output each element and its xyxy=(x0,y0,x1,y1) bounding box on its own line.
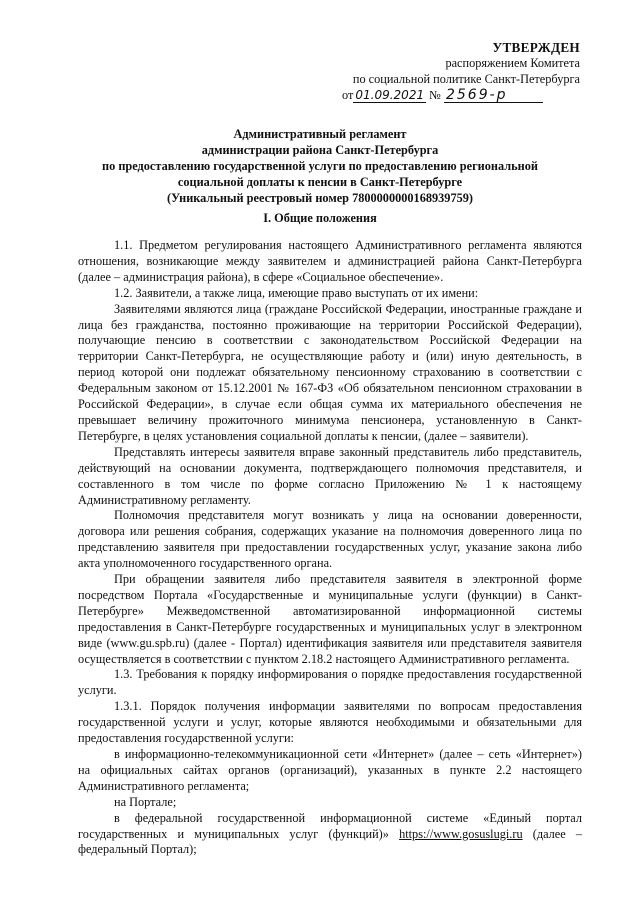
approval-number: 2569-р xyxy=(444,89,543,103)
title-line: по предоставлению государственной услуги по предоставлению региональной xyxy=(102,159,538,174)
paragraph: 1.2. Заявители, а также лица, имеющие право выступать от их имени: xyxy=(114,285,479,300)
paragraph: Представлять интересы заявителя вправе законный представитель либо представитель, действующий на основании документа, подтверждающего полномочия представителя, и составленного в том числе по форме согласно Приложению № 1 к настоящему Административному регламенту. xyxy=(78,444,582,507)
gosuslugi-link[interactable]: https://www.gosuslugi.ru xyxy=(399,826,523,841)
paragraph: 1.3.1. Порядок получения информации заявителями по вопросам предоставления государственной услуги и услуг, которые являются необходимыми и обязательными для предоставления государственной услуги: xyxy=(78,699,582,746)
title-line: (Уникальный реестровый номер 7800000000168939759) xyxy=(167,191,473,206)
number-prefix: № xyxy=(429,87,441,102)
title-line: Административный регламент xyxy=(233,127,407,141)
document-title xyxy=(60,126,580,206)
document-body xyxy=(78,238,582,858)
title-line: администрации района Санкт-Петербурга xyxy=(201,143,439,158)
paragraph: на Портале; xyxy=(114,794,177,809)
paragraph-text: в федеральной государственной информационной системе «Единый портал государственных и муниципальных услуг (функций)» xyxy=(78,810,582,841)
paragraph: 1.1. Предметом регулирования настоящего Административного регламента являются отношения, возникающие между заявителем и администрацией района Санкт-Петербурга (далее – администрация района), в сфере «Социальное обеспечение». xyxy=(78,238,582,284)
section-heading: I. Общие положения xyxy=(263,211,377,225)
paragraph-with-link xyxy=(78,811,582,859)
approval-heading: УТВЕРЖДЕН xyxy=(492,40,580,55)
approval-stamp xyxy=(330,40,580,104)
approval-date-number xyxy=(330,88,580,104)
title-line: социальной доплаты к пенсии в Санкт-Петербурге xyxy=(177,175,463,190)
paragraph: Заявителями являются лица (граждане Российской Федерации, иностранные граждане и лица без гражданства, постоянно проживающие на территории Российской Федерации), получающие пенсию в соответствии с законодательством Российской Федерации на территории Санкт-Петербурга, не осуществляющие работу и (или) иную деятельность, в период которой они подлежат обязательному пенсионному страхованию в соответствии с Федеральным законом от 15.12.2001 № 167-ФЗ «Об обязательном пенсионном страховании в Российской Федерации», в случае если общая сумма их материального обеспечения не превышает величину прожиточного минимума пенсионера, установленную в Санкт-Петербурге, в целях установления социальной доплаты к пенсии, (далее – заявители). xyxy=(78,301,582,443)
date-prefix: от xyxy=(342,87,354,102)
paragraph-text: (далее – федеральный Портал); xyxy=(78,826,582,857)
paragraph: При обращении заявителя либо представителя заявителя в электронной форме посредством Портала «Государственные и муниципальные услуги (функции) в Санкт-Петербурге» Межведомственной автоматизированной информационной системы предоставления в Санкт-Петербурге государственных и муниципальных услуг в электронном виде (www.gu.spb.ru) (далее - Портал) идентификация заявителя или представителя заявителя осуществляется в соответствии с пунктом 2.18.2 настоящего Административного регламента. xyxy=(78,572,582,666)
paragraph: 1.3. Требования к порядку информирования о порядке предоставления государственной услуги. xyxy=(78,667,582,698)
approval-date: 01.09.2021 xyxy=(355,87,425,102)
approval-line-2: по социальной политике Санкт-Петербурга xyxy=(352,71,580,86)
paragraph: Полномочия представителя могут возникать у лица на основании доверенности, договора или решения собрания, содержащих указание на полномочия доверенного лица по представлению заявителя при предоставлении государственных услуг, указание закона либо акта уполномоченного государственного органа. xyxy=(78,508,582,571)
approval-line-1: распоряжением Комитета xyxy=(445,55,580,70)
paragraph: в информационно-телекоммуникационной сети «Интернет» (далее – сеть «Интернет») на официальных сайтах органов (организаций), указанных в пункте 2.2 настоящего Административного регламента; xyxy=(78,747,582,793)
